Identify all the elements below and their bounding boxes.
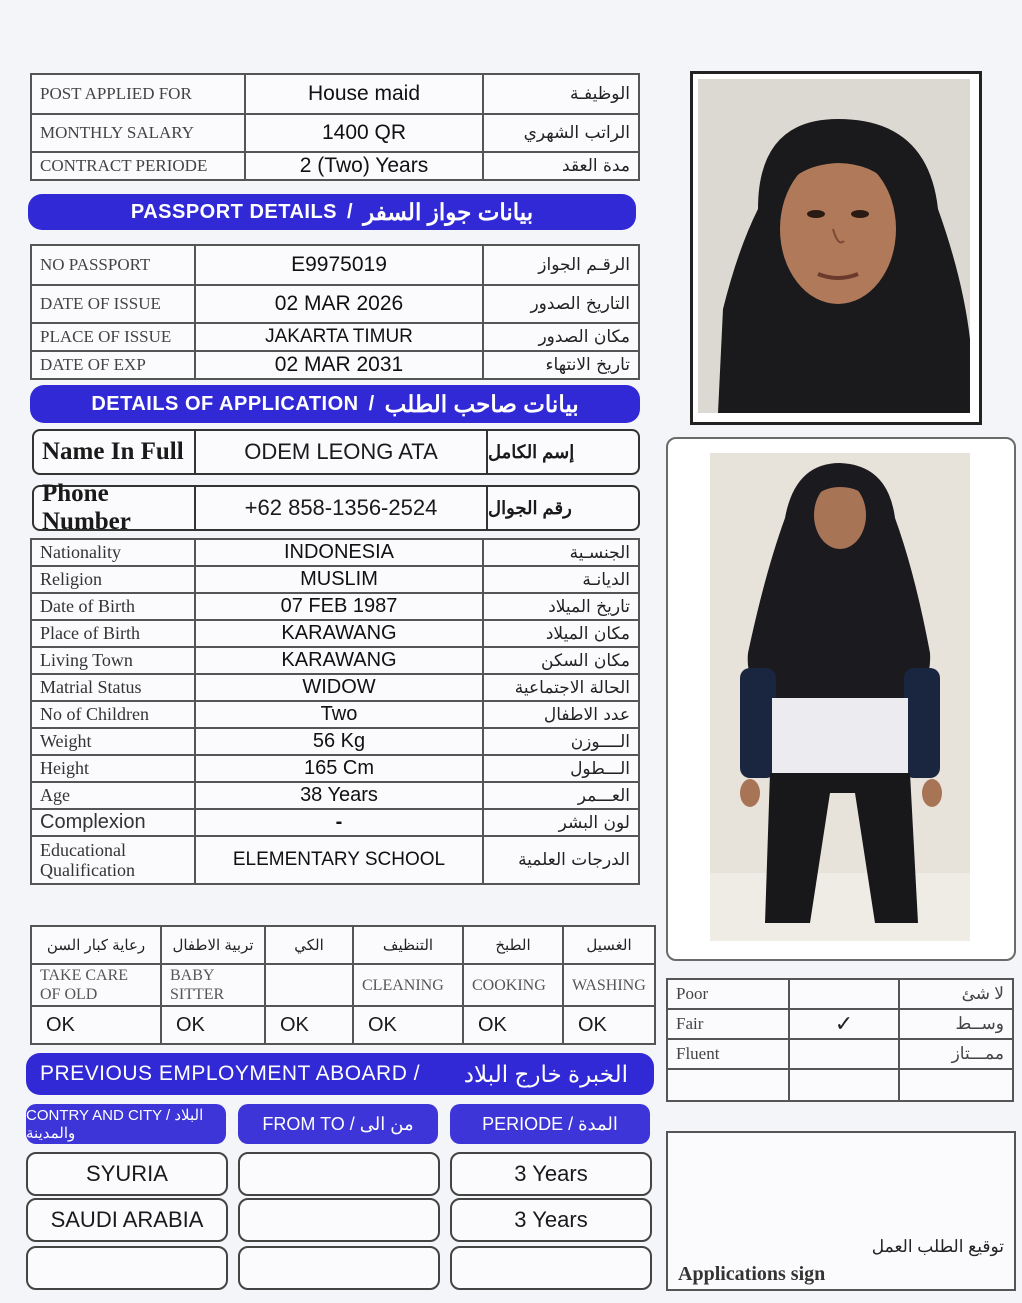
passport-banner: [28, 194, 636, 230]
skill-baby-ar: تربية الاطفال: [161, 926, 265, 964]
complexion-label: Complexion: [31, 809, 195, 836]
height-ar: الـــطول: [483, 755, 639, 782]
lang-fair-label: Fair: [667, 1009, 789, 1039]
personal-table: [30, 538, 640, 885]
phone-value: +62 858-1356-2524: [196, 487, 488, 529]
age-ar: العـــمر: [483, 782, 639, 809]
nationality-ar: الجنسـية: [483, 539, 639, 566]
marital-ar: الحالة الاجتماعية: [483, 674, 639, 701]
lang-fair-checkmark: ✓: [789, 1009, 899, 1039]
contract-value: 2 (Two) Years: [245, 152, 483, 180]
nationality-value: INDONESIA: [195, 539, 483, 566]
signature-ar: توقيع الطلب العمل: [871, 1237, 1004, 1256]
exp-date-value: 02 MAR 2031: [195, 351, 483, 379]
education-label-1: Educational: [40, 840, 126, 860]
salary-ar: الراتب الشهري: [483, 114, 639, 152]
skill-ironing-status: OK: [265, 1006, 353, 1044]
exp-date-ar: تاريخ الانتهاء: [483, 351, 639, 379]
employment-banner: [26, 1053, 654, 1095]
town-ar: مكان السكن: [483, 647, 639, 674]
skill-ironing-ar: الكي: [265, 926, 353, 964]
issue-date-label: DATE OF ISSUE: [31, 285, 195, 323]
name-value: ODEM LEONG ATA: [196, 431, 488, 473]
employment-fromto-3: [238, 1246, 440, 1290]
passport-no-ar: الرقـم الجواز: [483, 245, 639, 285]
exp-date-label: DATE OF EXP: [31, 351, 195, 379]
language-table: [666, 978, 1014, 1102]
skill-baby-status: OK: [161, 1006, 265, 1044]
full-body-photo-frame: [666, 437, 1016, 961]
contract-ar: مدة العقد: [483, 152, 639, 180]
dob-label: Date of Birth: [31, 593, 195, 620]
lang-blank-ar: [899, 1069, 1013, 1101]
phone-label: Phone Number: [34, 487, 196, 529]
passport-banner-sep: /: [347, 200, 354, 223]
employment-country-2: SAUDI ARABIA: [26, 1198, 228, 1242]
phone-ar: رقم الجوال: [488, 497, 572, 518]
lang-fair-ar: وســط: [899, 1009, 1013, 1039]
skill-cooking-ar: الطبخ: [463, 926, 563, 964]
skill-washing-en: WASHING: [563, 964, 655, 1006]
col-country-header: CONTRY AND CITY / البلاد والمدينة: [26, 1104, 226, 1144]
pob-label: Place of Birth: [31, 620, 195, 647]
skill-cleaning-status: OK: [353, 1006, 463, 1044]
religion-value: MUSLIM: [195, 566, 483, 593]
education-label: [31, 836, 195, 884]
age-label: Age: [31, 782, 195, 809]
children-label: No of Children: [31, 701, 195, 728]
employment-fromto-1: [238, 1152, 440, 1196]
phone-box: [32, 480, 640, 535]
skill-old-ar: رعاية كبار السن: [31, 926, 161, 964]
salary-label: MONTHLY SALARY: [31, 114, 245, 152]
employment-country-1: SYURIA: [26, 1152, 228, 1196]
issue-place-value: JAKARTA TIMUR: [195, 323, 483, 351]
religion-label: Religion: [31, 566, 195, 593]
application-banner-en: DETAILS OF APPLICATION: [91, 392, 359, 415]
height-value: 165 Cm: [195, 755, 483, 782]
nationality-label: Nationality: [31, 539, 195, 566]
full-body-photo: [710, 453, 970, 941]
name-ar: إسم الكامل: [488, 441, 575, 462]
pob-value: KARAWANG: [195, 620, 483, 647]
name-label: Name In Full: [34, 431, 196, 473]
skills-table: [30, 925, 656, 1045]
skill-baby-en: BABY SITTER: [161, 964, 265, 1006]
portrait-photo: [698, 79, 970, 413]
col-period-header: PERIODE / المدة: [450, 1104, 650, 1144]
employment-banner-ar: الخبرة خارج البلاد: [463, 1060, 628, 1087]
pob-ar: مكان الميلاد: [483, 620, 639, 647]
lang-fluent-label: Fluent: [667, 1039, 789, 1069]
weight-label: Weight: [31, 728, 195, 755]
employment-period-3: [450, 1246, 652, 1290]
skill-old-status: OK: [31, 1006, 161, 1044]
post-ar: الوظيفـة: [483, 74, 639, 114]
employment-country-3: [26, 1246, 228, 1290]
children-ar: عدد الاطفال: [483, 701, 639, 728]
lang-poor-label: Poor: [667, 979, 789, 1009]
signature-en: Applications sign: [678, 1263, 826, 1285]
name-box: [32, 429, 640, 475]
employment-banner-en: PREVIOUS EMPLOYMENT ABOARD /: [40, 1062, 421, 1085]
dob-value: 07 FEB 1987: [195, 593, 483, 620]
passport-no-label: NO PASSPORT: [31, 245, 195, 285]
contract-label: CONTRACT PERIODE: [31, 152, 245, 180]
skill-cleaning-en: CLEANING: [353, 964, 463, 1006]
town-label: Living Town: [31, 647, 195, 674]
education-value: ELEMENTARY SCHOOL: [195, 836, 483, 884]
passport-no-value: E9975019: [195, 245, 483, 285]
complexion-value: -: [195, 809, 483, 836]
complexion-ar: لون البشر: [483, 809, 639, 836]
education-ar: الدرجات العلمية: [483, 836, 639, 884]
issue-date-value: 02 MAR 2026: [195, 285, 483, 323]
col-fromto-header: FROM TO / من الى: [238, 1104, 438, 1144]
issue-place-ar: مكان الصدور: [483, 323, 639, 351]
application-banner-sep: /: [368, 392, 375, 415]
lang-fluent-mark: [789, 1039, 899, 1069]
post-label: POST APPLIED FOR: [31, 74, 245, 114]
application-banner-ar: بيانات صاحب الطلب: [384, 390, 579, 417]
skill-washing-ar: الغسيل: [563, 926, 655, 964]
religion-ar: الديانـة: [483, 566, 639, 593]
height-label: Height: [31, 755, 195, 782]
lang-fluent-ar: ممـــتاز: [899, 1039, 1013, 1069]
employment-period-2: 3 Years: [450, 1198, 652, 1242]
passport-banner-en: PASSPORT DETAILS: [130, 200, 338, 223]
signature-box: [666, 1131, 1016, 1291]
skill-ironing-en: [265, 964, 353, 1006]
employment-fromto-2: [238, 1198, 440, 1242]
issue-date-ar: التاريخ الصدور: [483, 285, 639, 323]
salary-value: 1400 QR: [245, 114, 483, 152]
marital-value: WIDOW: [195, 674, 483, 701]
passport-table: [30, 244, 640, 380]
lang-blank-label: [667, 1069, 789, 1101]
weight-ar: الــــوزن: [483, 728, 639, 755]
passport-banner-ar: بيانات جواز السفر: [363, 198, 534, 225]
portrait-photo-frame: [690, 71, 982, 425]
education-label-2: Qualification: [40, 860, 135, 880]
skill-old-en: TAKE CARE OF OLD: [31, 964, 161, 1006]
marital-label: Matrial Status: [31, 674, 195, 701]
lang-poor-mark: [789, 979, 899, 1009]
skill-cleaning-ar: التنظيف: [353, 926, 463, 964]
lang-blank-mark: [789, 1069, 899, 1101]
skill-washing-status: OK: [563, 1006, 655, 1044]
age-value: 38 Years: [195, 782, 483, 809]
post-value: House maid: [245, 74, 483, 114]
issue-place-label: PLACE OF ISSUE: [31, 323, 195, 351]
children-value: Two: [195, 701, 483, 728]
job-table: [30, 73, 640, 181]
employment-period-1: 3 Years: [450, 1152, 652, 1196]
weight-value: 56 Kg: [195, 728, 483, 755]
town-value: KARAWANG: [195, 647, 483, 674]
dob-ar: تاريخ الميلاد: [483, 593, 639, 620]
application-banner: [30, 385, 640, 423]
lang-poor-ar: لا شئ: [899, 979, 1013, 1009]
skill-cooking-status: OK: [463, 1006, 563, 1044]
skill-cooking-en: COOKING: [463, 964, 563, 1006]
